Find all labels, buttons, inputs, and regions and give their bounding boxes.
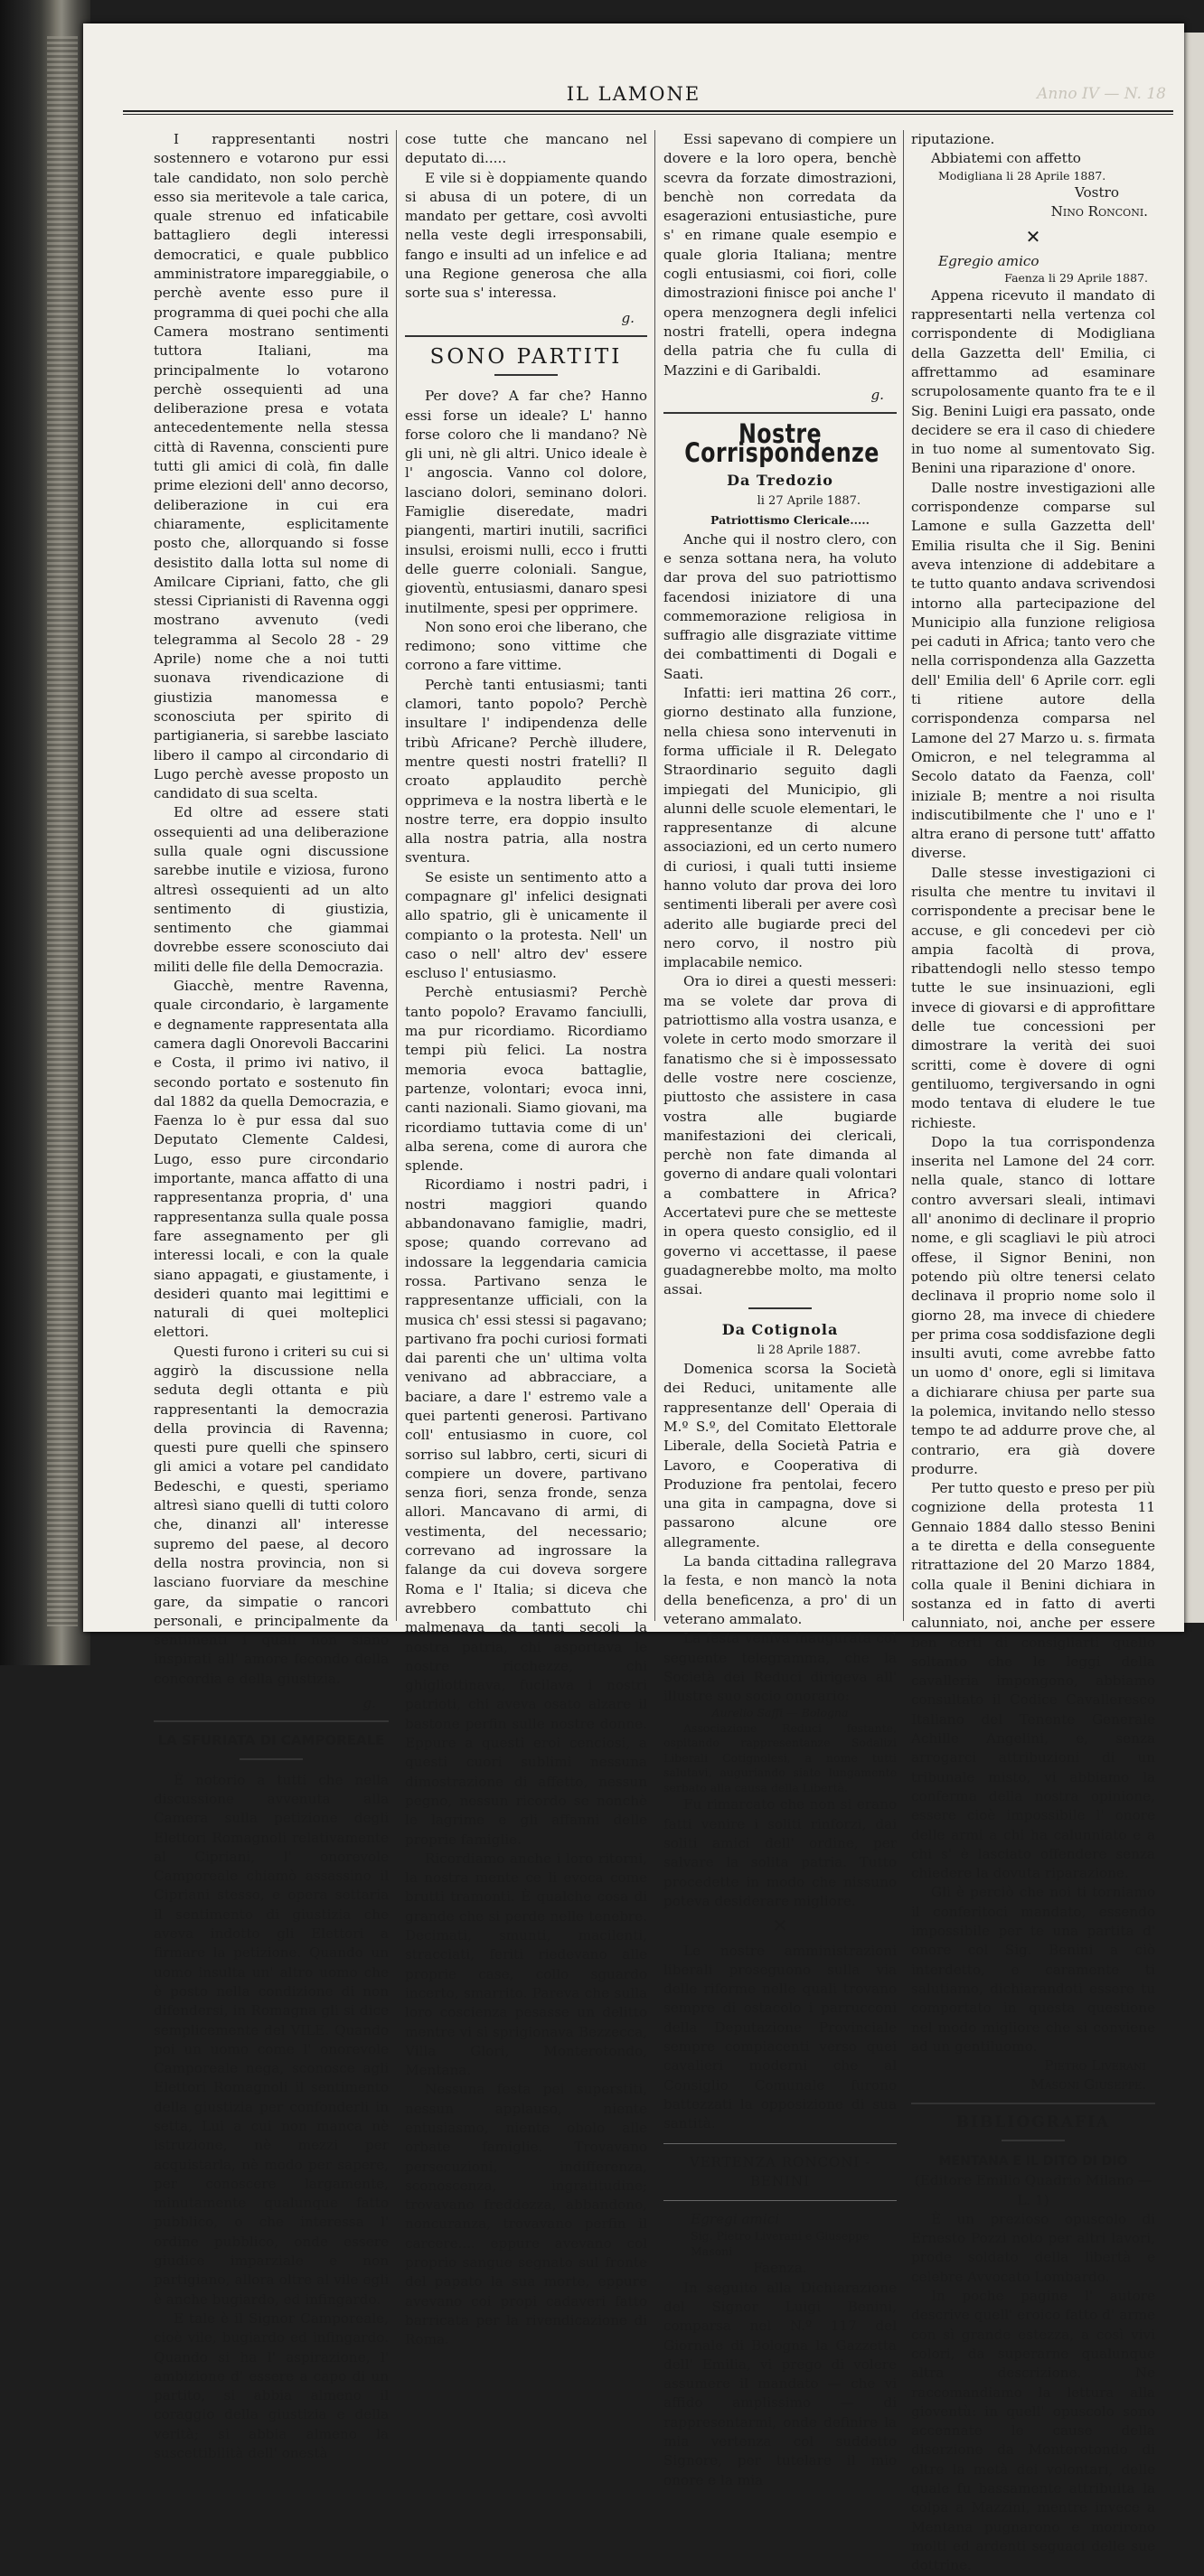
- next-page-edge: [1184, 33, 1204, 1623]
- paragraph: La banda cittadina rallegrava la festa, e non mancò la nota della beneficenza, a pro' di un veterano ammalato.: [663, 1553, 897, 1627]
- paragraph: La festa veniva inaugurata col seguente telegramma, che la Società dei Reduci dirigeva all' illustre suo socio onorario:: [663, 1630, 897, 1705]
- addressees: Sig. Pietro Liverani e Giuseppe Masoni: [691, 2229, 870, 2258]
- book-title: MENTANA E IL DITO DI DIO: [938, 2153, 1128, 2169]
- short-rule: [1002, 2140, 1065, 2141]
- address-city: Faenza.: [753, 2260, 807, 2277]
- separator-cross-icon: ✕: [772, 1915, 788, 1937]
- paragraph: Essi sapevano di compiere un dovere e la loro opera, benchè scevra da forzate dimostrazioni, benchè non corredata da esagerazioni entusiastiche, pure s' en rimane quale esempio e quale gloria Italiana; mentre cogli entusiasmi, coi fiori, colle dimostrazioni finisce poi anche l' opera menzognera degli infelici nostri fratelli, opera indegna della patria che fu culla di Mazzini e di Garibaldi.: [663, 131, 897, 379]
- paragraph: I rappresentanti nostri sostennero e votarono pur essi tale candidato, non solo perchè esso sia meritevole a tale carica, quale strenuo ed infaticabile battagliero degli interessi democratici, e quale pubblico amministratore impareggiabile, o perchè avente esso pure il programma di quei pochi che alla Camera mostrano sentimenti tuttora Italiani, ma principalmente lo votarono perchè ossequienti ad una deliberazione presa e votata antecedentemente nella stessa città di Ravenna, conscienti pure tutti gli amici di colà, fin dalle prime elezioni dell' anno decorso, deliberazione in cui era chiaramente, esplicitamente posto che, allorquando si fosse desistito dalla lotta sul nome di Amilcare Cipriani, fatto, che gli stessi Ciprianisti di Ravenna oggi mostrano avvenuto (vedi telegramma al Secolo 28 - 29 Aprile) nome che a noi tutti suonava rivendicazione di giustizia manomessa e sconosciuta per spirito di partigianeria, si sarebbe lasciato libero il campo al circondario di Lugo perchè avesse proposto un candidato di sua scelta.: [154, 131, 389, 802]
- paragraph: Domenica scorsa la Società dei Reduci, unitamente alle rappresentanze dell' Operaia di M.º S.º, del Comitato Elettorale Liberale, della Società Patria e Lavoro, e Cooperativa di Produzione fra pentolai, fecero una gita in campagna, dove si passarono alcune ore allegramente.: [663, 1361, 897, 1550]
- letter-date: Modigliana li 28 Aprile 1887.: [938, 168, 1106, 183]
- book-publisher: (Editore Emilio Quadrio Milano — L. 1): [914, 2172, 1152, 2208]
- paragraph: E vile si è doppiamente quando si abusa di un potere, di un mandato per gettare, così avvolti nella veste degli irresponsabili, fango e insulti ad un infelice e ad una Regione generosa che alla sorte sua s' interessa.: [405, 169, 647, 302]
- dateline-date: li 28 Aprile 1887.: [757, 1343, 861, 1357]
- column-divider: [903, 130, 904, 1621]
- section-title: BIBLIOGRAFIA: [955, 2112, 1111, 2131]
- dateline-place: Da Cotignola: [721, 1320, 839, 1338]
- paragraph: Nessuna festa pei superstiti, nessun applauso, niente entusiasmo, niente obolo alle orbate famiglie. Trovavano persecuzioni, indifferenza, sconoscenza, ingratitudine; trovavano freddezza, abbandono, noncuranza, trovavano perfin il carcere.... eppure avevano col proprio sangue segnato sul fronte del papato la sua morte, eppure avevano coi propi cadaveri fatto barricata per la rivendicazione di Roma.: [405, 2081, 647, 2348]
- paragraph: riputazione.: [911, 131, 995, 147]
- column-2: [405, 130, 647, 2350]
- dateline-place: Da Tredozio: [727, 471, 833, 489]
- paragraph: In seguito alla Dichiarazione del Signor Luigi Benini, comparsa nel N.º 117 del Giornale di Bologna la Gazzetta dell' Emilia, vi prego di volere assumere il mandato — che vi affido amplissimo — di rappresentarmi, onde definire la mia vertenza col suddetto Signore, per tutelare il mio onore e la mia: [663, 2279, 897, 2488]
- section-rule: [663, 2143, 897, 2144]
- paragraph: Per tutto questo e preso per più cognizione della protesta 11 Gennaio 1884 dallo stesso Benini a te diretta e della conseguente ritrattazione del 20 Marzo 1884, colla quale il Benini dichiara in sostanza ed in fatto di averti calunniato, noi, anche per essere ben certi di consigliarti quello soltanto che le leggi della cavalleria impongono, abbiamo consultato il Codice Cavalleresco Italiano del Tenente Generale Achille Angelini, e, senza arrogarci attribuzioni di un tribunale misto, vi abbiamo la conferma della nostra opinione, essere cioè impossibile l' onore delle armi a chi ha calunniato e a chi s' è lasciato offendere senza chiedere la dovuta riparazione.: [911, 1480, 1155, 1882]
- article-title: SONO PARTITI: [429, 344, 623, 369]
- author-initial: g.: [621, 309, 635, 326]
- signer: Pietro Liverani: [1044, 2057, 1146, 2075]
- paragraph: Abbiatemi con affetto: [931, 150, 1081, 167]
- paragraph: Giacchè, mentre Ravenna, quale circondario, è largamente e degnamente rappresentata alla camera dagli Onorevoli Baccarini e Costa, il primo ivi nativo, il secondo portato e sostenuto fin dal 1882 da quella Democrazia, e Faenza lo è pur essa dal suo Deputato Clemente Caldesi, Lugo, esso pure circondario importante, manca affatto di una rappresentanza propria, d' una rappresentanza sulla quale possa fare assegnamento per gli interessi locali, e con la quale siano appagati, e giustamente, i desideri quanto mai legittimi e naturali di quei molteplici elettori.: [154, 978, 389, 1341]
- header-rule-thin: [123, 114, 1173, 115]
- paragraph: cose tutte che mancano nel deputato di.....: [405, 131, 647, 167]
- telegram-text: Associazione Reduci festante, ospitando rappresentanze Sodalizi Liberali Cotignolesi, a nome tutti salutavi, auguriando siate lungamente serbato alla causa della Libertà.: [663, 1720, 897, 1794]
- paragraph: Se esiste un sentimento atto a compagnare gl' infelici designati allo spatrio, gli è unicamente il compianto o la protesta. Nell' un caso o nell' altro dev' essere escluso l' entusiasmo.: [405, 868, 647, 982]
- dateline-date: li 27 Aprile 1887.: [757, 494, 861, 509]
- separator-cross-icon: ✕: [1025, 225, 1041, 248]
- newspaper-page: [83, 23, 1184, 2574]
- header-rule: [123, 110, 1173, 112]
- paragraph: Non sono eroi che liberano, che redimono; sono vittime che corrono a fare vittime.: [405, 618, 647, 674]
- paragraph: Dalle nostre investigazioni alle corrispondenze comparse sul Lamone e sulla Gazzetta dell' Emilia risulta che il Sig. Benini aveva intenzione di addebitare a te tutto quanto andava scrivendosi intorno alla partecipazione del Municipio alla funzione religiosa pei caduti in Africa; tanto vero che nella corrispondenza alla Gazzetta dell' Emilia dell' 6 Aprile corr. egli ti ritiene autore della corrispondenza comparsa nel Lamone del 27 Marzo u. s. firmata Omicron, e nel telegramma al Secolo datato da Faenza, coll' iniziale B; mentre a noi risulta indiscutibilmente che l' uno e l' altra erano di persone tutt' affatto diverse.: [911, 479, 1155, 862]
- binding-edge: [47, 36, 78, 1626]
- paragraph: Perchè tanti entusiasmi; tanti clamori, tanto popolo? Perchè insultare l' indipendenza delle tribù Africane? Perchè illudere, mentre questi nostri fratelli? Il croato applaudito perchè opprimeva e la nostra libertà e le nostre terre, era doppio insulto alla nostra patria, alla nostra sventura.: [405, 676, 647, 866]
- section-rule: [663, 2200, 897, 2201]
- author-initial: g.: [362, 1695, 376, 1712]
- paragraph: Ricordiamo anche i loro ritorni, la nostra mente ce li evoca come brutti tramonti. È qualche cosa di grande che si perde nelle tenebre. Decimati, smunti, macilenti, stracciati, feriti riedevano alle proprie case, collo sguardo incerto, smarrito. Pareva che sulla loro coscienza pesasse un delitto mentre vi si sprigionava Bezzecca, Villa Glori, Monterotondo, Mentana.: [405, 1850, 647, 2079]
- paragraph: È un prezioso opuscolo di Ernesto Pozzi noto per altri lavori, prode soldato della libertà e celebre Avvocato Lombardo.: [911, 2210, 1155, 2285]
- paragraph: Perchè entusiasmi? Perchè tanto popolo? Eravamo fanciulli, ma pur ricordiamo. Ricordiamo tempi più felici. La nostra memoria evoca battaglie, partenze, volontari; evoca inni, canti nazionali. Siamo giovani, ma ricordiamo tuttavia come di un' alba serena, come di aurora che splende.: [405, 984, 647, 1175]
- paragraph: Fu rimarcato che non si erano fatti venire i soliti rinforzi, dai soliti amici dell' ordine, per salvare la solita patria. Tutto procedette in modo che nissuno poteva desiderare migliore.: [663, 1796, 897, 1909]
- telegram-address: Aurelio Saffi — Bologna: [711, 1706, 849, 1720]
- section-title: Nostre Corrispondenze: [684, 418, 879, 469]
- paragraph: Gli è perciò che noi ti torniamo il conferitoci mandato, essendo impossibile per te una partita d' onore col Sig. Benini a ciò interdetto, e caramente ti salutiamo, dichiarandoti essere tu comportato in questa questione nel modo migliore che si conviene ad un gentiluomo.: [911, 1884, 1155, 2055]
- masthead: [83, 83, 1184, 110]
- section-rule: [405, 335, 647, 337]
- book-binding: [0, 0, 90, 1665]
- bleed-through-text: Anno IV — N. 18: [1037, 85, 1166, 103]
- paragraph: Dalle stesse investigazioni ci risulta che mentre tu invitavi il corrispondente a precisar bene le accuse, e gli concedevi per ciò ampia facoltà di prova, ribattendogli nello stesso tempo tutte le sue insinuazioni, egli invece di giovarsi e di approfittare delle tue concessioni per dimostrare la verità dei suoi scritti, come è dovere di ogni gentiluomo, tergiversando in ogni modo tentava di eludere le tue richieste.: [911, 864, 1155, 1131]
- letter-closing: Vostro: [1074, 184, 1119, 201]
- salutation: Egregio amico: [938, 252, 1039, 269]
- column-3: [663, 130, 897, 2490]
- paragraph: Ora io direi a questi messeri: ma se volete dar prova di patriottismo alla vostra usanza, e volete in certo modo smorzare il fanatismo che si è impossessato delle vostre nere coscienze, piuttosto che assistere in casa vostra alle bugiarde manifestazioni dei clericali, perchè non fate dimanda al governo di andare quali volontari a combattere in Africa? Accertatevi pure che se metteste in opera questo consiglio, ed il governo vi accettasse, il paese guadagnerebbe molto, ma molto assai.: [663, 973, 897, 1298]
- column-4: [911, 130, 1155, 2576]
- column-1: [154, 130, 389, 2463]
- column-divider: [396, 130, 397, 1621]
- paragraph: Ricordiamo i nostri padri, i nostri maggiori quando abbandonavano famiglie, madri, spose; quando correvano ad indossare la leggendaria camicia rossa. Partivano senza le rappresentanze ufficiali, con la musica ch' essi stessi si pagavano; partivano fra pochi curiosi formati dai parenti che un' ultima volta venivano ad abbracciare, a baciare, a dare l' estremo vale a quei partenti generosi. Partivano coll' entusiasmo in cuore, col sorriso sul labbro, certi, sicuri di compiere un dovere, partivano senza fiori, senza fronde, senza allori. Mancavano di armi, di vestimenta, del necessario; correvano ad ingrossare la falange da cui doveva sorgere Roma e l' Italia; si diceva che avrebbero combattuto chi malmenava da tanti secoli la nostra patria, chi asportava le nostre ricchezze, chi ghigliottinava, fucilava i nostri patrioti, chi aveva osato alzare il bastone perfin sulle nostre donne. Eppure a questi eroi cenciosi, a questi cuori sublimi nessuna dimostrazione di affetto, nessun pegno, nessun ricordo se nonchè le lagrime e gli affanni delle proprie famiglie.: [405, 1176, 647, 1848]
- article-title: LA SFURIATA DI CAMPOREALE: [157, 1732, 385, 1749]
- salutation: Egregi amici: [691, 2211, 780, 2228]
- paragraph: Anche qui il nostro clero, con e senza sottana nera, ha voluto dar prova del suo patriottismo facendosi iniziatore di una commemorazione religiosa in suffragio alle disgraziate vittime dei combattimenti di Dogali e Saati.: [663, 530, 897, 682]
- section-rule: [911, 2103, 1155, 2104]
- paragraph: Ed oltre ad essere stati ossequienti ad una deliberazione sulla quale ogni discussione sarebbe inutile e viziosa, furono altresì ossequienti ad un alto sentimento di giustizia, sentimento che giammai dovrebbe essere sconosciuto dai militi delle file della Democrazia.: [154, 804, 389, 975]
- signer: Masoni Giuseppe.: [1030, 2076, 1146, 2094]
- paragraph: Dopo la tua corrispondenza inserita nel Lamone del 24 corr. nella quale, stanco di lottare contro avversari sleali, intimavi all' anonimo di declinare il proprio nome, e gli scagliavi le più atroci offese, il Signor Benini, non potendo più oltre tenersi celato declinava il proprio nome solo il giorno 28, ma invece di chiedere per prima cosa soddisfazione degli insulti avuti, come avrebbe fatto un uomo d' onore, egli si limitava a dichiarare chiusa per parte sua la polemica, invitando nello stesso tempo te ad addurre prove che, al contrario, era già dovere produrre.: [911, 1133, 1155, 1477]
- section-rule: [154, 1720, 389, 1722]
- paragraph: Per dove? A far che? Hanno essi forse un ideale? L' hanno forse coloro che li mandano? Nè gli uni, nè gli altri. Unico ideale è l' angoscia. Vanno col dolore, lasciano dolori, seminano dolori. Famiglie diseredate, madri piangenti, martiri inutili, sacrifici insulsi, eroismi nulli, ecco i frutti delle guerre coloniali. Sangue, gioventù, entusiasmi, danaro spesi inutilmente, spesi per opprimere.: [405, 388, 647, 616]
- paragraph: Appena ricevuto il mandato di rappresentarti nella vertenza col corrispondente di Modigliana della Gazzetta dell' Emilia, ci affrettammo ad esaminare scrupolosamente quanto fra te e il Sig. Benini Luigi era passato, onde decidere se era il caso di chiedere in tuo nome al sumentovato Sig. Benini una riparazione d' onore.: [911, 286, 1155, 477]
- letter-date: Faenza li 29 Aprile 1887.: [1004, 271, 1148, 286]
- subheading: Patriottismo Clericale.....: [710, 513, 870, 528]
- column-divider: [654, 130, 655, 1621]
- paragraph: Infatti: ieri mattina 26 corr., giorno destinato alla funzione, nella chiesa sono intervenuti in forma ufficiale il R. Delegato Straordinario seguito dagli impiegati del Municipio, gli alunni delle scuole elementari, le rappresentanze di alcune associazioni, ed un certo numero di curiosi, i quali tutti insieme hanno voluto dar prova dei loro sentimenti liberali per avere così aderito alle bugiarde preci del nero corvo, il nostro più implacabile nemico.: [663, 685, 897, 971]
- paragraph: Le nostre amministrazioni liberali proseguono sulla via delle riforme nelle quali trovano sempre di ostacolo i parrucconi della Deputazione Provinciale sempre compiacenti verso quei cavalieri moderni che al Consiglio Comunale furono battezzati la opposizione di sua santità.: [663, 1942, 897, 2132]
- short-rule: [240, 1758, 303, 1760]
- section-rule: [663, 412, 897, 414]
- author-initial: g.: [870, 386, 884, 403]
- article-title: VERTENZA RONCONI - BENINI: [689, 2153, 871, 2189]
- newspaper-title: IL LAMONE: [566, 83, 701, 105]
- letter-signer: Nino Ronconi.: [1050, 203, 1148, 220]
- short-rule: [748, 1307, 812, 1309]
- short-rule: [494, 374, 558, 376]
- paragraph: È notorio a tutti che nella discussione avvenuta alla Camera sulla petizione degli Elettori Romagnoli relativamente al Cipriani, l' onorevole Camporeale chiamò assassino il Cipriani stesso, e opera settaria il sentimento di giustizia che aveva indotto gli Elettori a firmare la petizione. Quando un uomo insulta un' altro uomo che è posto nella condizione di non difendersi, in Romagna gli si dice semplicemente del VILE. Quando poi un uomo come l' onorevole Camporeale nega, sconosce agli Elettori Romagnoli il sentimento della giustizia per confonderli in setta, Lui a cui non manca nè istruzione, nè mezzi per acquistarla, nè modo per sapere, per conoscere largamente, minutamente qualunque fatto pubblico, o che interessa l' ordine pubblico, onde essere giudice imparziale e non partigiano, allora oltre al vile egli è anche bugiardo, ed infingardo.: [154, 1771, 389, 2308]
- paragraph: In poche pagine l' autore descrive quell' eroico fatto d' arme con sì grande estezza, a così vivi colori, da superarne qualunque altra descrizione. Ne raccomandiamo la lettura alla gioventù: in quell' opuscolo sono accennate le cause della diserzione da Monterotondo di oltre la metà dei volontari, delle quale fu bassamente attribuita la colpa a Mazzini, mentre invece a Mentana pugnarono e morirono molti ed ardenti seguaci delle sue dottrine.: [911, 2288, 1155, 2574]
- paragraph: E tale è il Signor Camporeale, cioè vile, bugiardo ed infingardo. Quando si ha l' aspirazione, l' ambizione d' essere a capo di un partito, si abbia almeno il coraggio della giustizia e della verità; si abbia almeno la suscettibilità dell' onestà: [154, 2309, 389, 2462]
- paragraph: Questi furono i criteri su cui si aggirò la discussione nella seduta degli ottanta e più rappresentanti la democrazia della provincia di Ravenna; questi pure quelli che spinsero gli amici a votare pel candidato Bedeschi, e questi, speriamo altresì siano quelli di tutti coloro che, dinanzi all' interesse supremo del paese, al decoro della nostra provincia, non si lasciano fuorviare da meschine gare, da simpatie o rancori personali, e principalmente da sentimenti i quali non siano inspirati all' amore fecondo della concordia e della giustizia.: [154, 1343, 389, 1687]
